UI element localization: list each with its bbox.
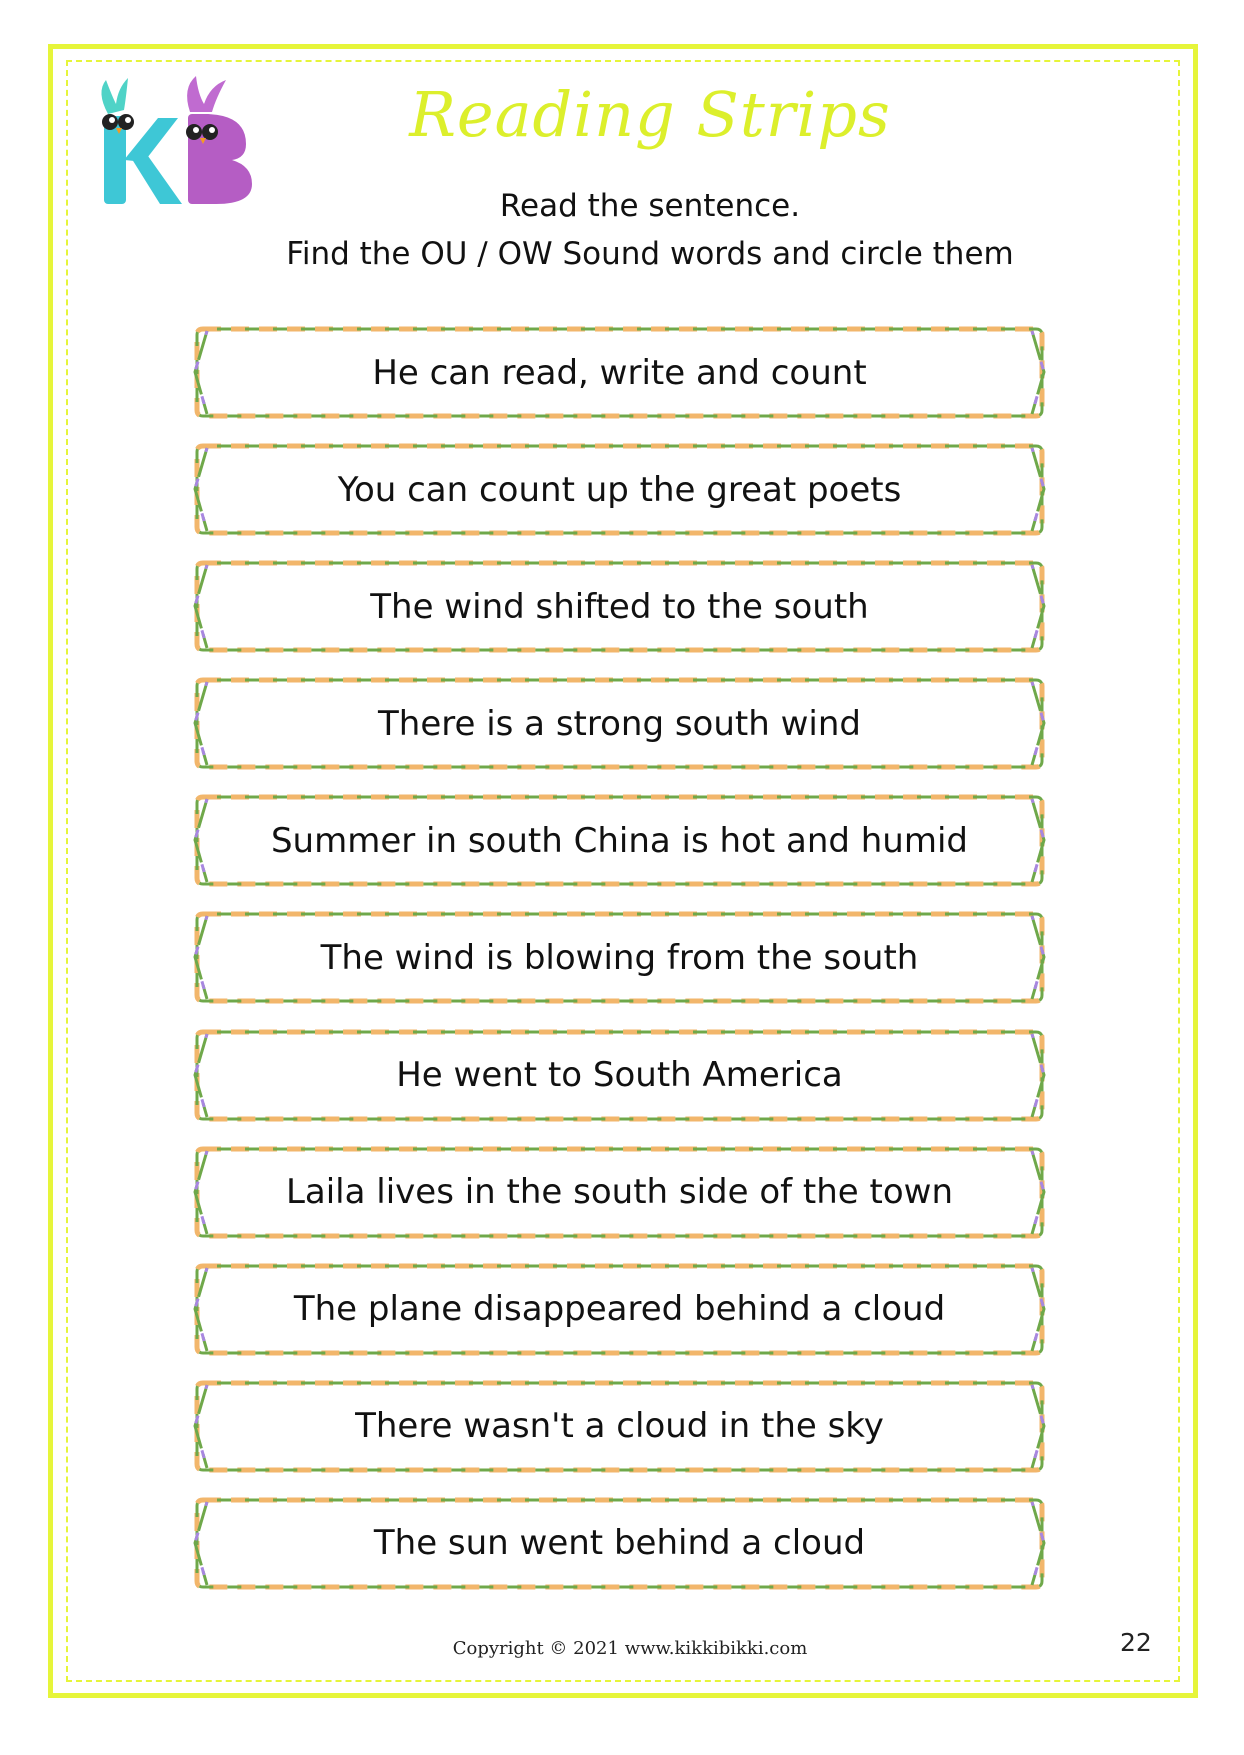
copyright-text: Copyright © 2021 www.kikkibikki.com: [452, 1638, 808, 1659]
reading-strip: [193, 910, 1046, 1005]
page-number: 22: [1120, 1628, 1152, 1657]
kb-logo-icon: [86, 74, 256, 214]
strip-sentence: He went to South America: [396, 1055, 843, 1096]
reading-strip: [193, 1496, 1046, 1591]
reading-strip: [193, 442, 1046, 537]
reading-strip: [193, 1379, 1046, 1474]
strip-sentence: There wasn't a cloud in the sky: [355, 1406, 884, 1447]
reading-strip: [193, 1262, 1046, 1357]
logo-letter-b: [186, 76, 252, 204]
reading-strip: [193, 325, 1046, 420]
strip-sentence: The sun went behind a cloud: [373, 1523, 866, 1564]
instruction-line-1: Read the sentence.: [499, 188, 801, 224]
reading-strip: [193, 559, 1046, 654]
page-title: Reading Strips: [409, 78, 891, 151]
reading-strip: [193, 1028, 1046, 1123]
reading-strip: [193, 676, 1046, 771]
strip-sentence: He can read, write and count: [372, 352, 867, 393]
strip-sentence: Laila lives in the south side of the town: [285, 1172, 954, 1213]
reading-strip: [193, 793, 1046, 888]
strip-sentence: The plane disappeared behind a cloud: [293, 1289, 946, 1330]
logo-letter-k: [101, 78, 182, 204]
strip-sentence: Summer in south China is hot and humid: [270, 820, 969, 861]
reading-strip: [193, 1145, 1046, 1240]
strip-sentence: You can count up the great poets: [337, 469, 902, 510]
instruction-line-2: Find the OU / OW Sound words and circle them: [286, 236, 1014, 272]
strip-sentence: There is a strong south wind: [378, 703, 861, 744]
strip-sentence: The wind shifted to the south: [370, 586, 869, 627]
strip-sentence: The wind is blowing from the south: [320, 937, 919, 978]
reading-strips-list: [193, 325, 1046, 1613]
